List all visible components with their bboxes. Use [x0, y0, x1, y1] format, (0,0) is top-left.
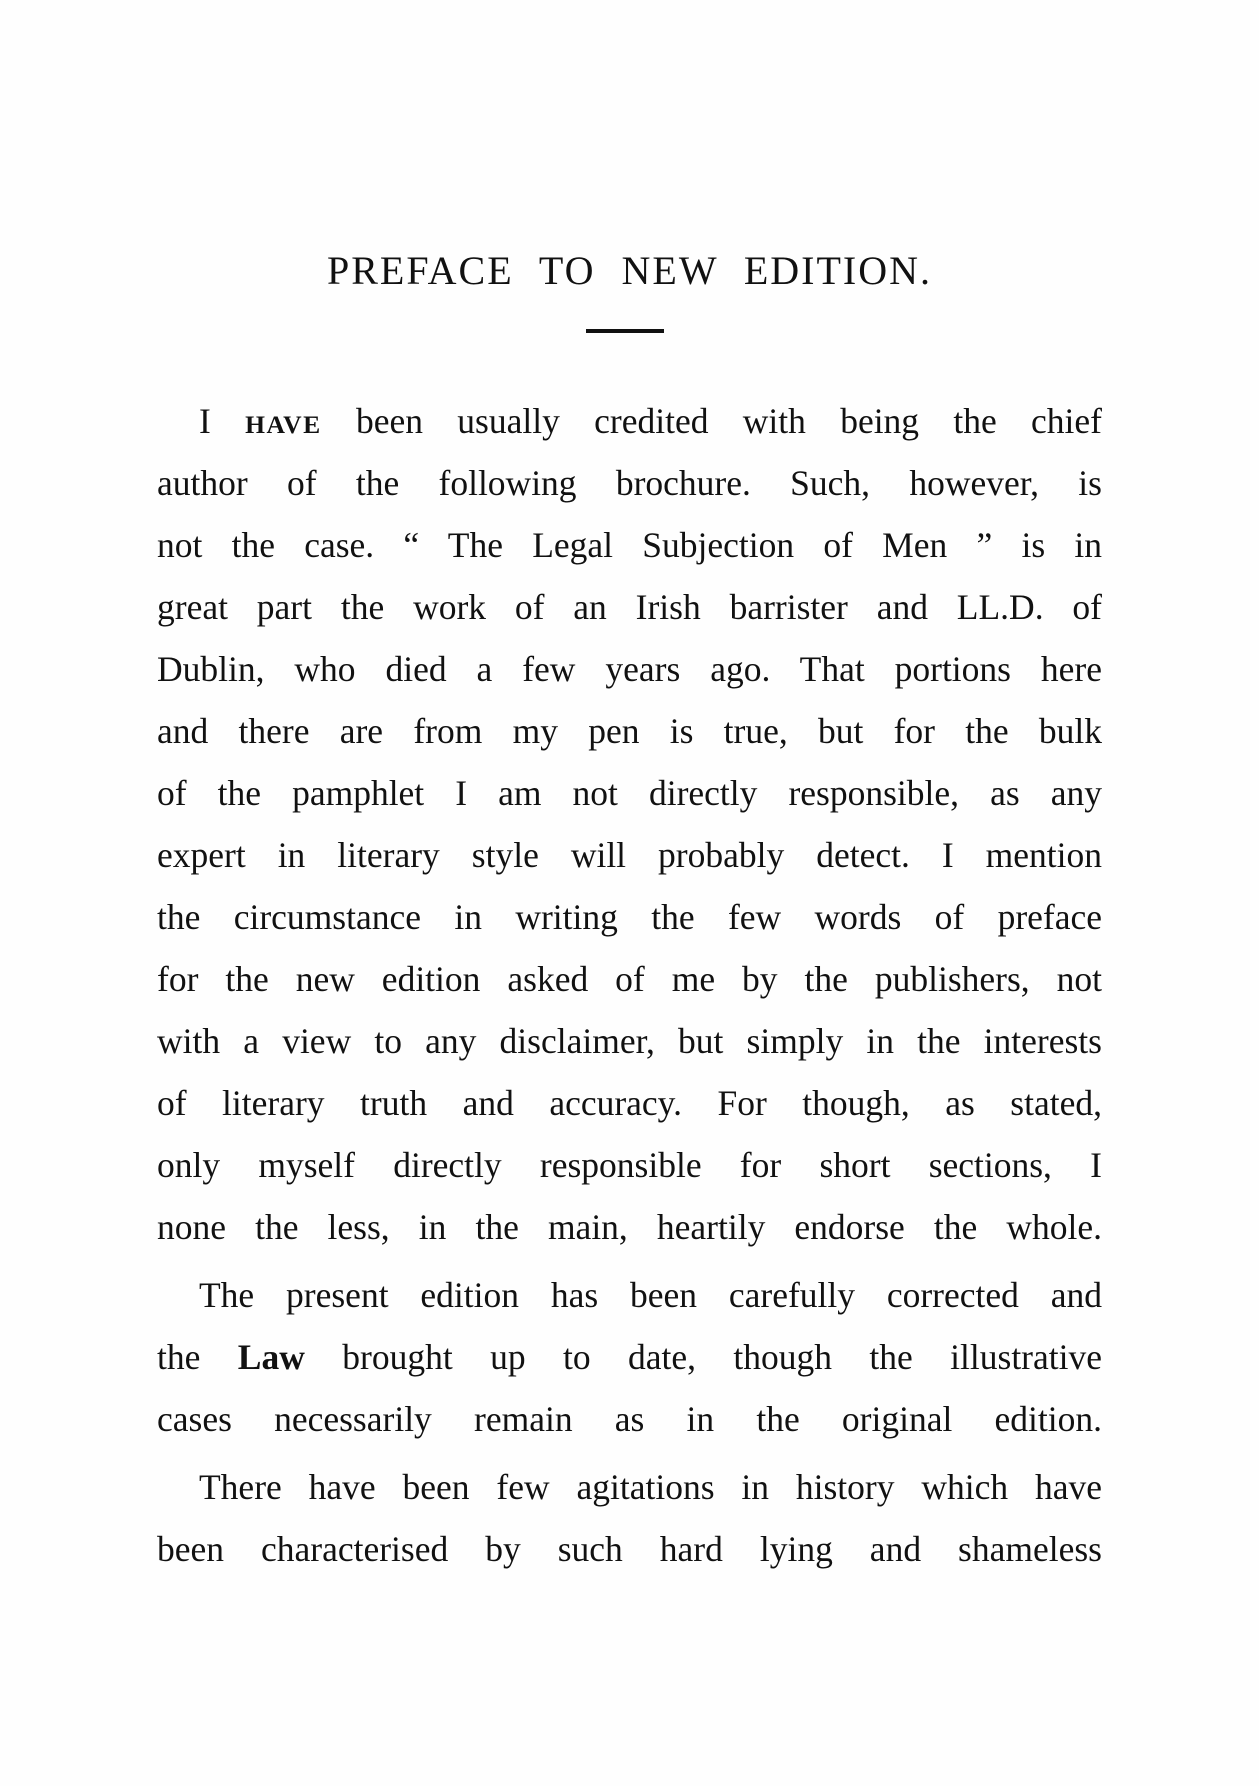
- text-line: cases necessarily remain as in the original edition.: [157, 1399, 1102, 1439]
- text-line: the Law brought up to date, though the illustrative: [157, 1337, 1102, 1377]
- text-line: not the case. “ The Legal Subjection of Men ” is in: [157, 525, 1102, 565]
- text-line: author of the following brochure. Such, however, is: [157, 463, 1102, 503]
- text-line: Dublin, who died a few years ago. That portions here: [157, 649, 1102, 689]
- text-line: great part the work of an Irish barrister and LL.D. of: [157, 587, 1102, 627]
- text-line: The present edition has been carefully corrected and: [199, 1275, 1102, 1315]
- paragraph-3: [157, 1456, 1102, 1580]
- text-line: with a view to any disclaimer, but simply in the interests: [157, 1021, 1102, 1061]
- text-line: only myself directly responsible for short sections, I: [157, 1145, 1102, 1185]
- text-line: for the new edition asked of me by the publishers, not: [157, 959, 1102, 999]
- text-line: expert in literary style will probably detect. I mention: [157, 835, 1102, 875]
- text-line: been characterised by such hard lying and shameless: [157, 1529, 1102, 1569]
- page-title: PREFACE TO NEW EDITION.: [326, 247, 933, 293]
- text-line: of the pamphlet I am not directly responsible, as any: [157, 773, 1102, 813]
- text-line: I HAVE been usually credited with being the chief: [199, 401, 1102, 441]
- text-line: There have been few agitations in history which have: [199, 1467, 1102, 1507]
- title-rule: [586, 329, 664, 333]
- paragraph-2: [157, 1264, 1102, 1450]
- paragraph-1: [157, 390, 1102, 1258]
- text-line: of literary truth and accuracy. For though, as stated,: [157, 1083, 1102, 1123]
- text-line: the circumstance in writing the few words of preface: [157, 897, 1102, 937]
- text-line: and there are from my pen is true, but for the bulk: [157, 711, 1102, 751]
- preface-body: [157, 390, 1102, 1580]
- text-line: none the less, in the main, heartily endorse the whole.: [157, 1207, 1102, 1247]
